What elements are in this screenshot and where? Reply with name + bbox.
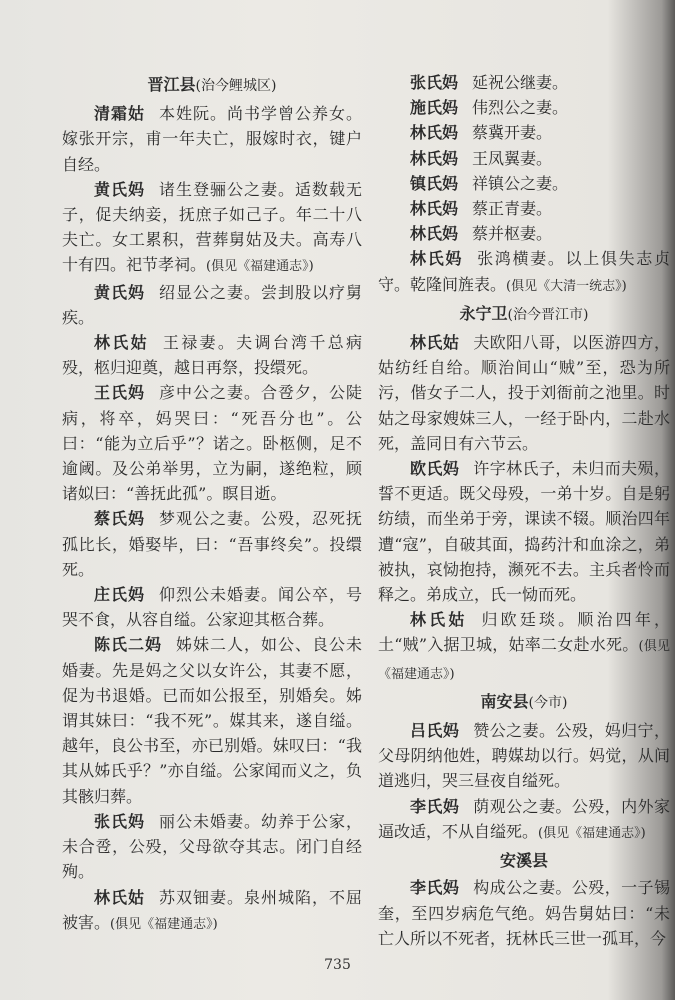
entry-text: 诸生登骊公之妻。适数载无子，促夫纳妾，抚庶子如己子。年二十八夫亡。女工累积，营葬舅姑及夫。高寿八十有四。祀节孝祠。 bbox=[62, 179, 362, 275]
biography-entry bbox=[378, 246, 670, 298]
biography-entry bbox=[378, 794, 670, 846]
biography-entry bbox=[62, 280, 362, 330]
biography-entry bbox=[378, 607, 670, 687]
entry-name: 李氏妈 bbox=[410, 878, 460, 898]
entry-text: 王禄妻。夫调台湾千总病殁，柩归迎奠，越日再祭，投缳死。 bbox=[62, 333, 362, 378]
entry-name: 林氏姑 bbox=[410, 333, 460, 353]
entry-name: 张氏妈 bbox=[410, 73, 459, 92]
entry-source: (俱见《福建通志》) bbox=[206, 259, 314, 275]
entry-source: (俱见《福建通志》) bbox=[110, 916, 218, 932]
entry-text: 蔡正青妻。 bbox=[472, 199, 553, 219]
biography-entry bbox=[378, 196, 670, 221]
entry-name: 陈氏二妈 bbox=[94, 635, 162, 655]
entry-name: 庄氏妈 bbox=[94, 585, 145, 605]
entry-text: 伟烈公之妻。 bbox=[472, 98, 569, 118]
entry-name: 王氏妈 bbox=[94, 383, 145, 403]
biography-entry bbox=[378, 70, 670, 95]
entry-name: 张氏妈 bbox=[94, 811, 145, 831]
heading-name: 晋江县 bbox=[147, 75, 196, 94]
biography-entry bbox=[62, 632, 362, 808]
biography-entry bbox=[378, 330, 670, 456]
biography-entry bbox=[62, 885, 362, 937]
entry-text: 梦观公之妻。公殁，忍死抚孤比长，婚娶毕，曰：“吾事终矣”。投缳死。 bbox=[62, 509, 362, 579]
entry-text: 祥镇公之妻。 bbox=[472, 173, 569, 193]
entry-text: 夫欧阳八哥，以医游四方，姑纺纴自给。顺治间山“贼”至，恐为所污，偕女子二人，投于刘衙前之池里。时姑之母家嫂妹三人，一经于卧内，二赴水死，盖同日有六节云。 bbox=[378, 333, 670, 453]
entry-name: 蔡氏妈 bbox=[94, 509, 145, 529]
biography-entry bbox=[378, 456, 670, 607]
biography-entry bbox=[62, 380, 362, 506]
biography-entry bbox=[378, 95, 670, 120]
page-number: 735 bbox=[324, 957, 351, 973]
entry-name: 镇氏妈 bbox=[410, 173, 459, 193]
entry-name: 林氏姑 bbox=[94, 887, 145, 907]
biography-entry bbox=[62, 177, 362, 280]
entry-text: 归欧廷琰。顺治四年，土“贼”入据卫城，姑率二女赴水死。 bbox=[378, 610, 670, 655]
section-heading-anxi bbox=[378, 848, 670, 873]
entry-text: 彦中公之妻。合卺夕，公陡病，将卒，妈哭曰：“死吾分也”。公曰：“能为立后乎”？诺之。卧柩侧，足不逾阈。及公弟举男，立为嗣，遂绝粒，顾诸姒曰：“善抚此孤”。瞑目逝。 bbox=[62, 383, 362, 504]
biography-entry bbox=[62, 330, 362, 380]
entry-name: 吕氏妈 bbox=[410, 721, 460, 741]
heading-note: (治今鲤城区) bbox=[195, 78, 277, 94]
entry-text: 本姓阮。尚书学曾公养女。嫁张开宗，甫一年夫亡，服嫁时衣，键户自经。 bbox=[62, 104, 362, 174]
entry-name: 施氏妈 bbox=[410, 98, 459, 118]
entry-name: 清霜姑 bbox=[94, 104, 145, 124]
entry-source: (俱见《福建通志》) bbox=[378, 639, 670, 682]
heading-name: 安溪县 bbox=[499, 851, 548, 871]
biography-entry bbox=[378, 718, 670, 794]
entry-text: 丽公未婚妻。幼养于公家，未合卺，公殁，父母欲夺其志。闭门自经殉。 bbox=[62, 811, 362, 882]
entry-name: 林氏妈 bbox=[410, 199, 459, 219]
biography-entry bbox=[62, 809, 362, 885]
entry-name: 林氏姑 bbox=[410, 610, 468, 630]
entry-text: 蔡冀开妻。 bbox=[472, 123, 553, 143]
entry-text: 荫观公之妻。公殁，内外家逼改适，不从自缢死。 bbox=[378, 796, 670, 841]
section-heading-yongning bbox=[378, 301, 670, 328]
section-heading-nanan bbox=[378, 689, 670, 716]
biography-entry bbox=[378, 875, 670, 951]
entry-text: 构成公之妻。公殁，一子锡奎，至四岁病危气绝。妈告舅姑曰：“未亡人所以不死者，抚林氏三世一孤耳，今 bbox=[378, 878, 670, 948]
entry-name: 林氏妈 bbox=[410, 123, 459, 143]
entry-source: (俱见《大清一统志》) bbox=[506, 278, 627, 294]
biography-entry bbox=[378, 171, 670, 196]
entry-name: 李氏妈 bbox=[410, 796, 460, 816]
heading-note: (治今晋江市) bbox=[507, 306, 589, 323]
entry-text: 延祝公继妻。 bbox=[472, 73, 569, 92]
biography-entry bbox=[62, 582, 362, 632]
entry-name: 欧氏妈 bbox=[410, 459, 460, 479]
biography-entry bbox=[378, 146, 670, 171]
entry-name: 黄氏妈 bbox=[94, 282, 145, 302]
heading-name: 南安县 bbox=[480, 691, 529, 711]
entry-source: (俱见《福建通志》) bbox=[538, 825, 646, 841]
biography-entry bbox=[378, 120, 670, 145]
biography-entry bbox=[378, 221, 670, 246]
entry-text: 仰烈公未婚妻。闻公卒，号哭不食，从容自缢。公家迎其柩合葬。 bbox=[62, 585, 362, 630]
entry-name: 林氏妈 bbox=[410, 224, 459, 244]
entry-name: 黄氏妈 bbox=[94, 179, 145, 199]
section-heading-jinjiang bbox=[62, 72, 362, 99]
entry-text: 许字林氏子，未归而夫殒，誓不更适。既父母殁，一弟十岁。自是躬纺绩，而坐弟于旁，课读不辍。顺治四年遭“寇”，自破其面，捣药汁和血涂之，弟被执，哀恸抱持，濒死不去。主兵者怜而释之。弟成立，氏一恸而死。 bbox=[378, 459, 670, 605]
entry-text: 张鸿横妻。以上俱失志贞守。乾隆间旌表。 bbox=[378, 249, 670, 294]
heading-note: (今市) bbox=[528, 694, 568, 711]
right-column bbox=[378, 70, 670, 951]
entry-name: 林氏妈 bbox=[410, 148, 459, 168]
entry-text: 王凤翼妻。 bbox=[472, 148, 553, 168]
entry-text: 苏双钿妻。泉州城陷，不屈被害。 bbox=[62, 887, 362, 932]
left-column bbox=[62, 70, 362, 937]
entry-text: 姊妹二人，如公、良公未婚妻。先是妈之父以女许公，其妻不愿，促为书退婚。已而如公报至，别婚矣。姊谓其妹曰：“我不死”。媒其来，遂自缢。越年，良公书至，亦已别婚。妹叹曰：“我其从姊氏乎？”亦自缢。公家闻而义之，负其骸归葬。 bbox=[62, 635, 362, 806]
entry-text: 赞公之妻。公殁，妈归宁，父母阴纳他姓，聘媒劫以行。妈觉，从间道逃归，哭三昼夜自缢死。 bbox=[378, 721, 670, 791]
biography-entry bbox=[62, 506, 362, 582]
entry-name: 林氏妈 bbox=[410, 249, 464, 269]
entry-text: 蔡并枢妻。 bbox=[472, 224, 553, 244]
biography-entry bbox=[62, 101, 362, 177]
entry-text: 绍显公之妻。尝刲股以疗舅疾。 bbox=[62, 282, 362, 327]
heading-name: 永宁卫 bbox=[459, 303, 508, 323]
entry-name: 林氏姑 bbox=[94, 333, 149, 353]
